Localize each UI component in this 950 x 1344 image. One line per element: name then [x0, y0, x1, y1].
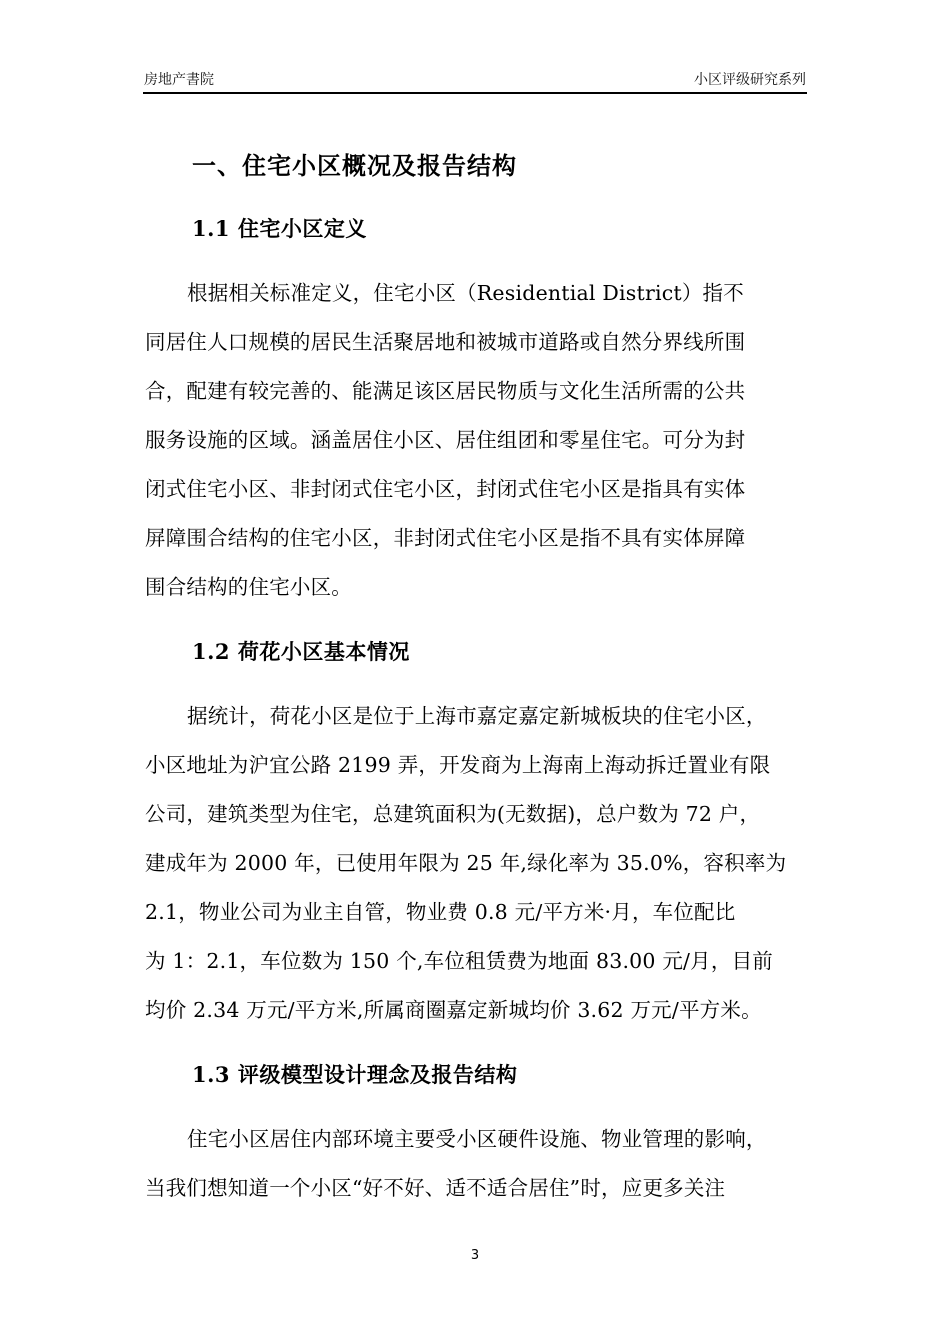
paragraph-line: 均价 2.34 万元/平方米,所属商圈嘉定新城均价 3.62 万元/平方米。 — [145, 998, 762, 1022]
paragraph-line: 同居住人口规模的居民生活聚居地和被城市道路或自然分界线所围 — [145, 330, 746, 354]
paragraph-line: 为 1：2.1，车位数为 150 个,车位租赁费为地面 83.00 元/月，目前 — [145, 949, 773, 973]
paragraph-line: 屏障围合结构的住宅小区，非封闭式住宅小区是指不具有实体屏障 — [145, 526, 746, 550]
paragraph-line: 住宅小区居住内部环境主要受小区硬件设施、物业管理的影响， — [187, 1127, 767, 1151]
paragraph-line: 当我们想知道一个小区“好不好、适不适合居住”时，应更多关注 — [145, 1176, 726, 1200]
paragraph-line: 建成年为 2000 年，已使用年限为 25 年,绿化率为 35.0%，容积率为 — [145, 851, 787, 875]
chapter-title: 一、住宅小区概况及报告结构 — [192, 151, 517, 180]
paragraph-line: 2.1，物业公司为业主自管，物业费 0.8 元/平方米·月，车位配比 — [145, 900, 736, 924]
paragraph-line: 公司，建筑类型为住宅，总建筑面积为(无数据)，总户数为 72 户， — [145, 802, 761, 826]
header-series-title: 小区评级研究系列 — [694, 72, 806, 88]
paragraph-line: 围合结构的住宅小区。 — [145, 575, 352, 599]
section-heading-1-2: 1.2 荷花小区基本情况 — [192, 639, 410, 664]
paragraph-line: 服务设施的区域。涵盖居住小区、居住组团和零星住宅。可分为封 — [145, 428, 746, 452]
page-header — [143, 68, 807, 94]
paragraph-line: 根据相关标准定义，住宅小区（Residential District）指不 — [187, 281, 744, 305]
paragraph-line: 闭式住宅小区、非封闭式住宅小区，封闭式住宅小区是指具有实体 — [145, 477, 746, 501]
section-heading-1-3: 1.3 评级模型设计理念及报告结构 — [192, 1062, 518, 1087]
section-heading-1-1: 1.1 住宅小区定义 — [192, 216, 367, 241]
paragraph-line: 据统计，荷花小区是位于上海市嘉定嘉定新城板块的住宅小区， — [187, 704, 767, 728]
page-number: 3 — [470, 1248, 480, 1263]
paragraph-line: 小区地址为沪宜公路 2199 弄，开发商为上海南上海动拆迁置业有限 — [145, 753, 771, 777]
header-publisher: 房地产書院 — [144, 72, 214, 88]
paragraph-line: 合，配建有较完善的、能满足该区居民物质与文化生活所需的公共 — [145, 379, 746, 403]
